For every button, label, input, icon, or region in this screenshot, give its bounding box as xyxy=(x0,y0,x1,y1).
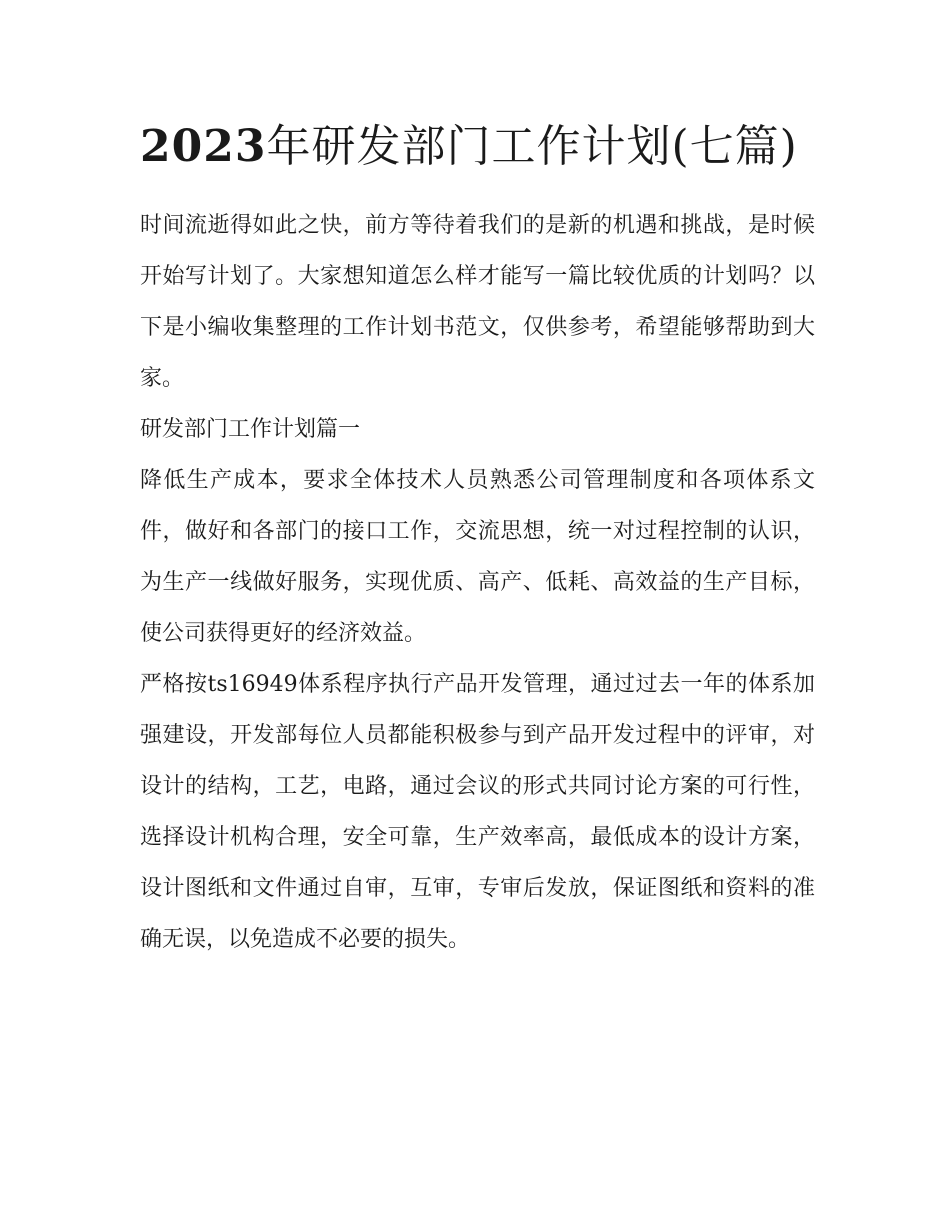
intro-paragraph: 时间流逝得如此之快，前方等待着我们的是新的机遇和挑战，是时候开始写计划了。大家想知道怎么样才能写一篇比较优质的计划吗？以下是小编收集整理的工作计划书范文，仅供参考，希望能够帮助到大家。 xyxy=(140,213,815,391)
document-title xyxy=(140,112,815,182)
section-heading: 研发部门工作计划篇一 xyxy=(140,417,361,442)
document-body xyxy=(140,200,815,965)
document-page xyxy=(140,112,815,965)
body-paragraph: 降低生产成本，要求全体技术人员熟悉公司管理制度和各项体系文件，做好和各部门的接口工作，交流思想，统一对过程控制的认识，为生产一线做好服务，实现优质、高产、低耗、高效益的生产目标，使公司获得更好的经济效益。 xyxy=(140,468,815,646)
body-paragraph: 严格按ts16949体系程序执行产品开发管理，通过过去一年的体系加强建设，开发部每位人员都能积极参与到产品开发过程中的评审，对设计的结构，工艺，电路，通过会议的形式共同讨论方案的可行性，选择设计机构合理，安全可靠，生产效率高，最低成本的设计方案，设计图纸和文件通过自审，互审，专审后发放，保证图纸和资料的准确无误，以免造成不必要的损失。 xyxy=(140,672,815,952)
title-year: 2023 xyxy=(140,121,267,172)
title-text: 年研发部门工作计划(七篇) xyxy=(266,121,798,172)
